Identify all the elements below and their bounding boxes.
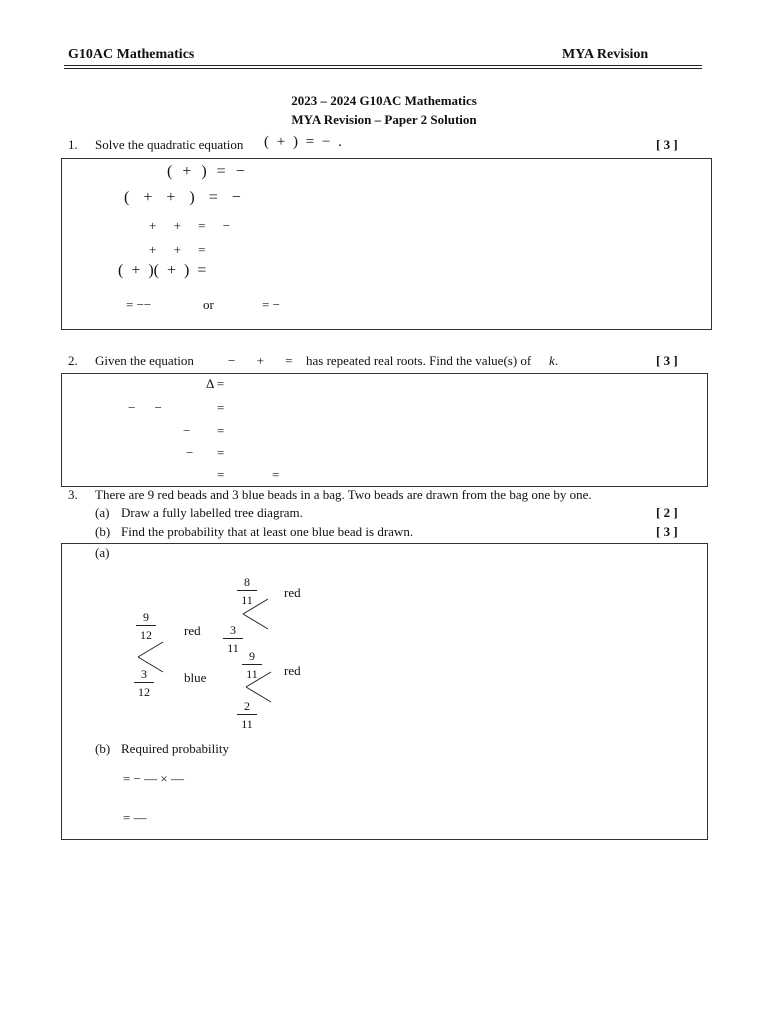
prob-blue-then-blue-num: 2 xyxy=(237,700,257,715)
header-left: G10AC Mathematics xyxy=(68,47,195,62)
prob-red-then-blue xyxy=(223,624,243,654)
q1-working-line-1: ( + ) = − xyxy=(167,163,245,180)
q2-text-c: . xyxy=(555,353,559,368)
q2-text-a: Given the equation xyxy=(95,353,194,368)
branch-red-blue xyxy=(243,614,268,629)
q3-answer-b-line-1: = − — × — xyxy=(123,771,184,786)
label-red-then-red: red xyxy=(284,585,301,600)
q3-text: There are 9 red beads and 3 blue beads in a bag. Two beads are drawn from the bag one by one. xyxy=(95,487,592,502)
q3-part-b-marks: [ 3 ] xyxy=(656,524,678,539)
q2-text-b: has repeated real roots. Find the value(s) of xyxy=(306,353,532,368)
q1-answer-or: or xyxy=(203,297,214,312)
q3-part-a-text: Draw a fully labelled tree diagram. xyxy=(121,505,303,520)
q1-answer-2: = − xyxy=(262,297,280,312)
q1-answer-1: = −− xyxy=(126,297,152,312)
q2-working-line-2b: = xyxy=(217,400,225,415)
q2-number: 2. xyxy=(68,353,78,368)
q3-answer-b-line-2: = — xyxy=(123,810,147,825)
q2-working-line-1: Δ = xyxy=(206,376,225,391)
q1-text: Solve the quadratic equation xyxy=(95,137,244,152)
prob-blue-then-red xyxy=(242,650,262,680)
q3-part-a-label: (a) xyxy=(95,505,110,520)
q1-working-line-3: + + = − xyxy=(149,218,231,233)
q3-part-b-text: Find the probability that at least one blue bead is drawn. xyxy=(121,524,414,539)
label-first-blue: blue xyxy=(184,670,207,685)
prob-red-then-red-num: 8 xyxy=(237,576,257,591)
title-line-1: 2023 – 2024 G10AC Mathematics xyxy=(291,93,477,108)
q1-working-line-4: + + = xyxy=(149,242,206,257)
prob-first-blue xyxy=(134,668,154,698)
prob-red-then-blue-num: 3 xyxy=(223,624,243,639)
q3-number: 3. xyxy=(68,487,78,502)
prob-first-blue-num: 3 xyxy=(134,668,154,683)
q3-answer-b-text: Required probability xyxy=(121,741,229,756)
prob-blue-then-red-num: 9 xyxy=(242,650,262,665)
q2-working-line-3b: = xyxy=(217,423,225,438)
branch-first-red xyxy=(138,642,163,657)
q1-expression: ( + ) = − . xyxy=(264,134,342,150)
q2-working-line-4b: = xyxy=(217,445,225,460)
q1-marks: [ 3 ] xyxy=(656,137,678,152)
q2-working-line-5a: = xyxy=(217,467,225,482)
q3-answer-b-label: (b) xyxy=(95,741,111,756)
prob-red-then-red xyxy=(237,576,257,606)
q3-answer-a-label: (a) xyxy=(95,545,110,560)
q2-working-line-4a: − xyxy=(186,445,194,460)
prob-blue-then-blue xyxy=(237,700,257,730)
prob-first-red xyxy=(136,611,156,641)
prob-first-blue-den: 12 xyxy=(138,685,150,699)
q2-working-line-5b: = xyxy=(272,467,280,482)
prob-first-red-num: 9 xyxy=(136,611,156,626)
q3-part-a-marks: [ 2 ] xyxy=(656,505,678,520)
prob-red-then-red-den: 11 xyxy=(241,593,253,607)
q1-number: 1. xyxy=(68,137,78,152)
q2-working-line-2a: − − xyxy=(128,400,162,415)
q1-working-line-5: ( + )( + ) = xyxy=(118,262,207,279)
prob-first-red-den: 12 xyxy=(140,628,152,642)
q2-marks: [ 3 ] xyxy=(656,353,678,368)
label-first-red: red xyxy=(184,623,201,638)
label-blue-then-red: red xyxy=(284,663,301,678)
q3-part-b-label: (b) xyxy=(95,524,111,539)
title-line-2: MYA Revision – Paper 2 Solution xyxy=(291,112,477,127)
prob-red-then-blue-den: 11 xyxy=(227,641,239,655)
prob-blue-then-blue-den: 11 xyxy=(241,717,253,731)
q2-working-line-3a: − xyxy=(183,423,191,438)
q1-working-line-2: ( + + ) = − xyxy=(124,189,241,206)
header-right: MYA Revision xyxy=(562,47,649,62)
prob-blue-then-red-den: 11 xyxy=(246,667,258,681)
q2-expression: − + = xyxy=(228,353,293,368)
q2-variable-k: k xyxy=(549,353,555,368)
